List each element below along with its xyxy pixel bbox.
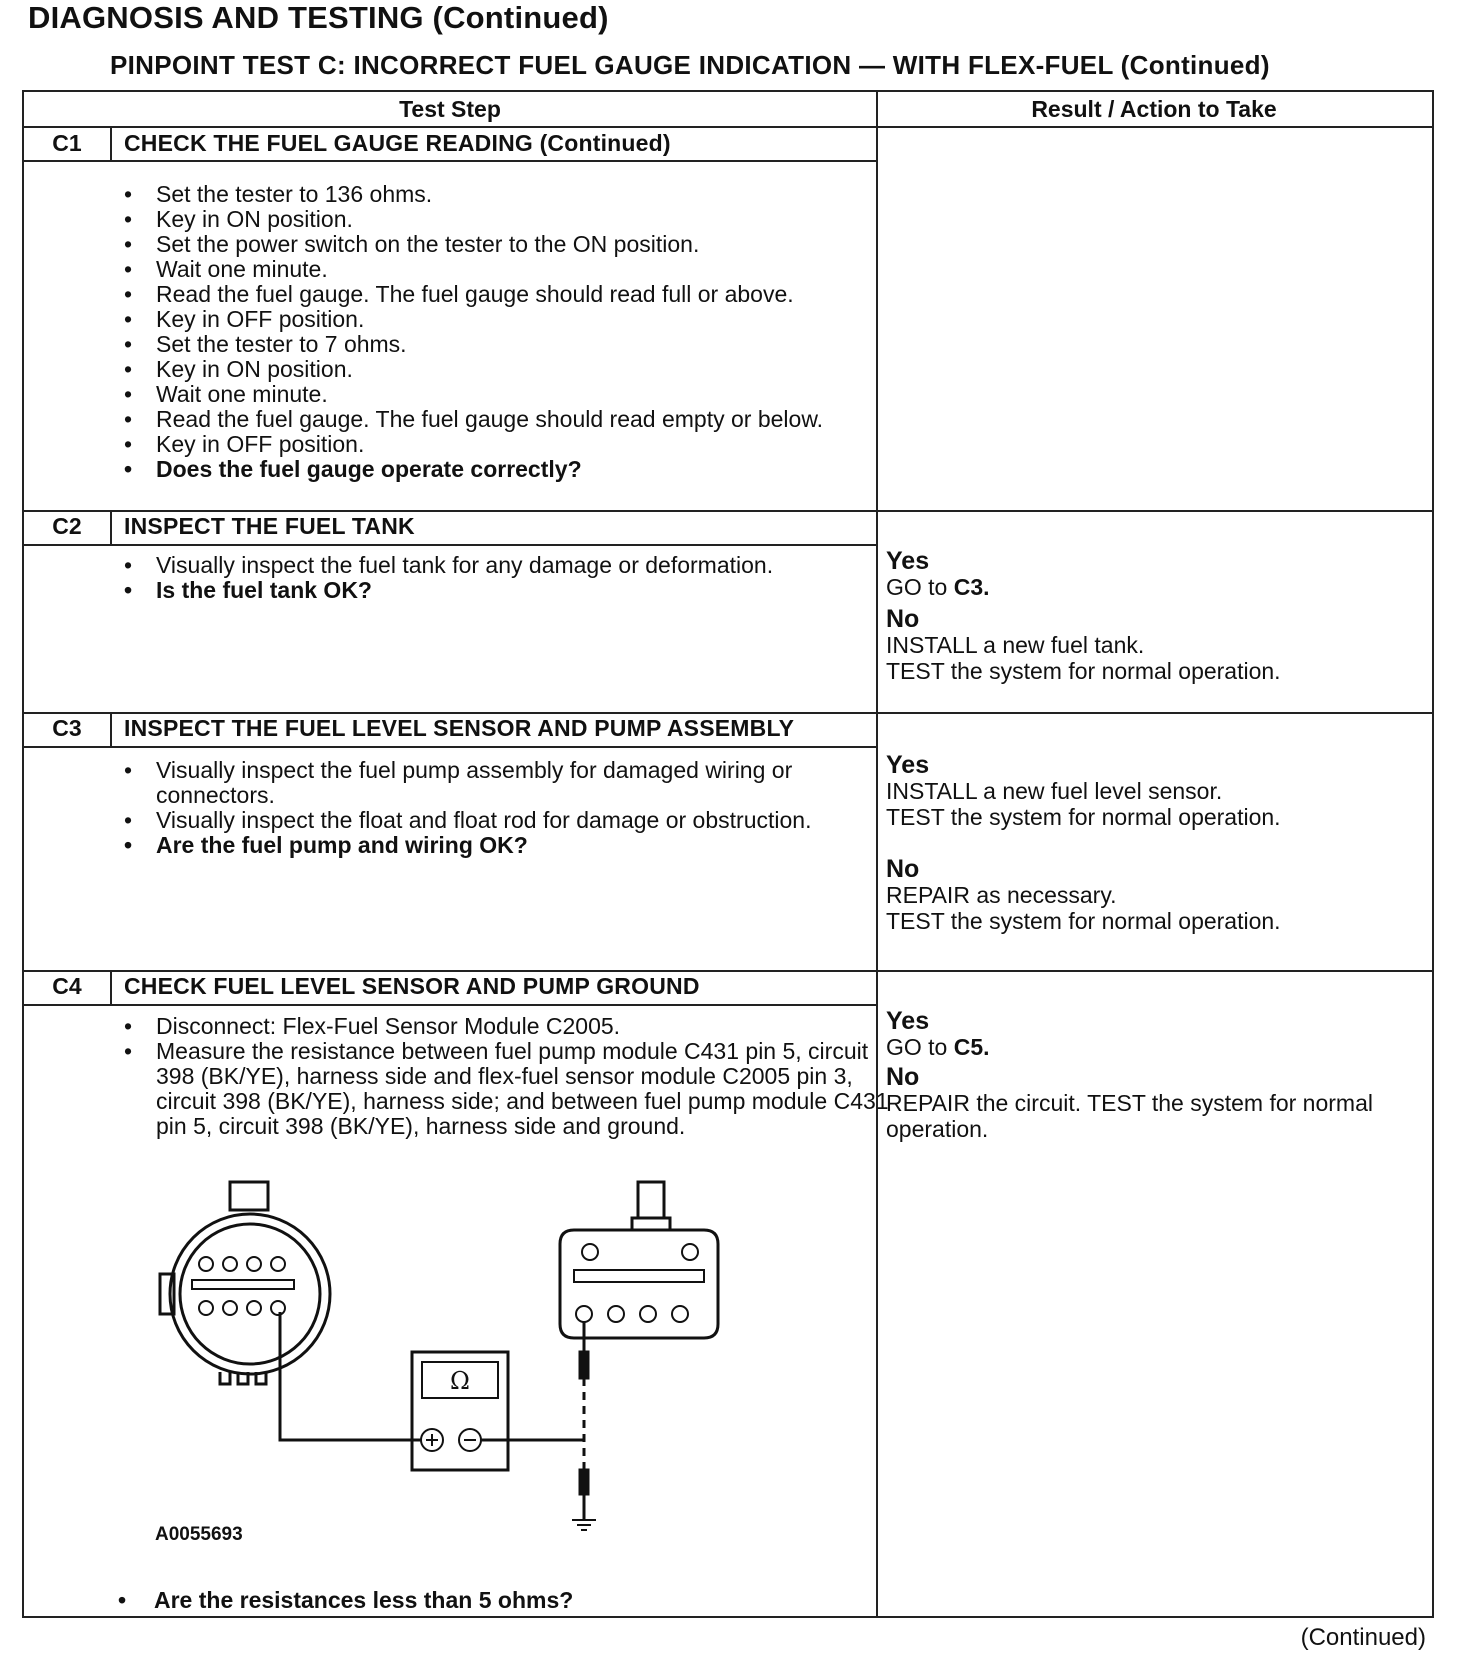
step-question: • Does the fuel gauge operate correctly? (156, 457, 856, 482)
step-question: • Are the fuel pump and wiring OK? (156, 833, 896, 858)
yes-label: Yes (886, 1007, 930, 1035)
pinpoint-test-title: PINPOINT TEST C: INCORRECT FUEL GAUGE INDICATION — WITH FLEX-FUEL (Continued) (110, 50, 1270, 80)
no-label: No (886, 855, 920, 883)
instruction-item: • Read the fuel gauge. The fuel gauge should read empty or below. (156, 407, 856, 432)
instruction-item: • Wait one minute. (156, 257, 856, 282)
result-action (886, 548, 1281, 684)
row-divider (24, 510, 1432, 512)
step-id: C2 (52, 513, 82, 539)
step-instructions (118, 758, 896, 858)
title-row-divider (24, 160, 876, 162)
no-action: INSTALL a new fuel tank. (886, 632, 1145, 658)
yes-action: GO to C3. (886, 574, 990, 600)
instruction-item: • Disconnect: Flex-Fuel Sensor Module C2005. (156, 1014, 896, 1039)
yes-action: TEST the system for normal operation. (886, 804, 1281, 830)
step-title: CHECK FUEL LEVEL SENSOR AND PUMP GROUND (124, 973, 700, 999)
column-header-test-step: Test Step (24, 92, 876, 128)
yes-label: Yes (886, 547, 930, 575)
step-question: • Are the resistances less than 5 ohms? (118, 1587, 574, 1613)
flex-fuel-sensor-connector (560, 1182, 718, 1338)
row-divider (24, 970, 1432, 972)
wiring-diagram (150, 1180, 770, 1550)
instruction-item: • Key in OFF position. (156, 432, 856, 457)
step-instructions (118, 182, 856, 482)
step-id: C4 (52, 973, 82, 999)
step-id: C1 (52, 130, 82, 156)
instruction-item: • Visually inspect the float and float rod for damage or obstruction. (156, 808, 896, 833)
step-title: CHECK THE FUEL GAUGE READING (Continued) (124, 130, 671, 156)
instruction-item: • Visually inspect the fuel tank for any damage or deformation. (156, 553, 896, 578)
figure-id: A0055693 (155, 1524, 243, 1545)
page-heading: DIAGNOSIS AND TESTING (Continued) (28, 0, 609, 35)
no-action: TEST the system for normal operation. (886, 658, 1281, 684)
no-label: No (886, 605, 920, 633)
instruction-item: • Measure the resistance between fuel pump module C431 pin 5, circuit 398 (BK/YE), harness side and flex-fuel sensor module C2005 pin 3, circuit 398 (BK/YE), harness side; and between fuel pump module C431 pin 5, circuit 398 (BK/YE), harness side and ground. (156, 1039, 896, 1139)
title-row-divider (24, 544, 876, 546)
no-label: No (886, 1063, 920, 1091)
title-row-divider (24, 1004, 876, 1006)
yes-label: Yes (886, 751, 930, 779)
instruction-item: • Key in ON position. (156, 357, 856, 382)
yes-action: GO to C5. (886, 1034, 990, 1060)
instruction-item: • Key in ON position. (156, 207, 856, 232)
instruction-item: • Set the power switch on the tester to the ON position. (156, 232, 856, 257)
yes-action: INSTALL a new fuel level sensor. (886, 778, 1223, 804)
step-id-divider (110, 510, 112, 544)
column-header-result: Result / Action to Take (876, 92, 1432, 128)
step-id-divider (110, 712, 112, 746)
no-action: TEST the system for normal operation. (886, 908, 1281, 934)
instruction-item: • Key in OFF position. (156, 307, 856, 332)
result-action (886, 752, 1281, 934)
step-title: INSPECT THE FUEL LEVEL SENSOR AND PUMP ASSEMBLY (124, 715, 795, 741)
goto-target: C3. (953, 574, 990, 600)
instruction-item: • Read the fuel gauge. The fuel gauge should read full or above. (156, 282, 856, 307)
step-question: • Is the fuel tank OK? (156, 578, 896, 603)
ohm-symbol: Ω (450, 1367, 470, 1395)
step-id-divider (110, 970, 112, 1004)
step-instructions (118, 1014, 896, 1139)
test-leads (280, 1312, 596, 1530)
step-id: C3 (52, 715, 82, 741)
continued-note: (Continued) (1300, 1624, 1426, 1651)
result-action (886, 1008, 1426, 1142)
instruction-item: • Set the tester to 7 ohms. (156, 332, 856, 357)
goto-target: C5. (953, 1034, 990, 1060)
no-action: REPAIR the circuit. TEST the system for normal operation. (886, 1090, 1373, 1142)
title-row-divider (24, 746, 876, 748)
no-action: REPAIR as necessary. (886, 882, 1117, 908)
fuel-pump-module-connector (160, 1182, 330, 1384)
step-title: INSPECT THE FUEL TANK (124, 513, 415, 539)
step-id-divider (110, 128, 112, 160)
row-divider (24, 712, 1432, 714)
step-instructions (118, 553, 896, 603)
instruction-item: • Set the tester to 136 ohms. (156, 182, 856, 207)
instruction-item: • Wait one minute. (156, 382, 856, 407)
instruction-item: • Visually inspect the fuel pump assembly for damaged wiring or connectors. (156, 758, 896, 808)
